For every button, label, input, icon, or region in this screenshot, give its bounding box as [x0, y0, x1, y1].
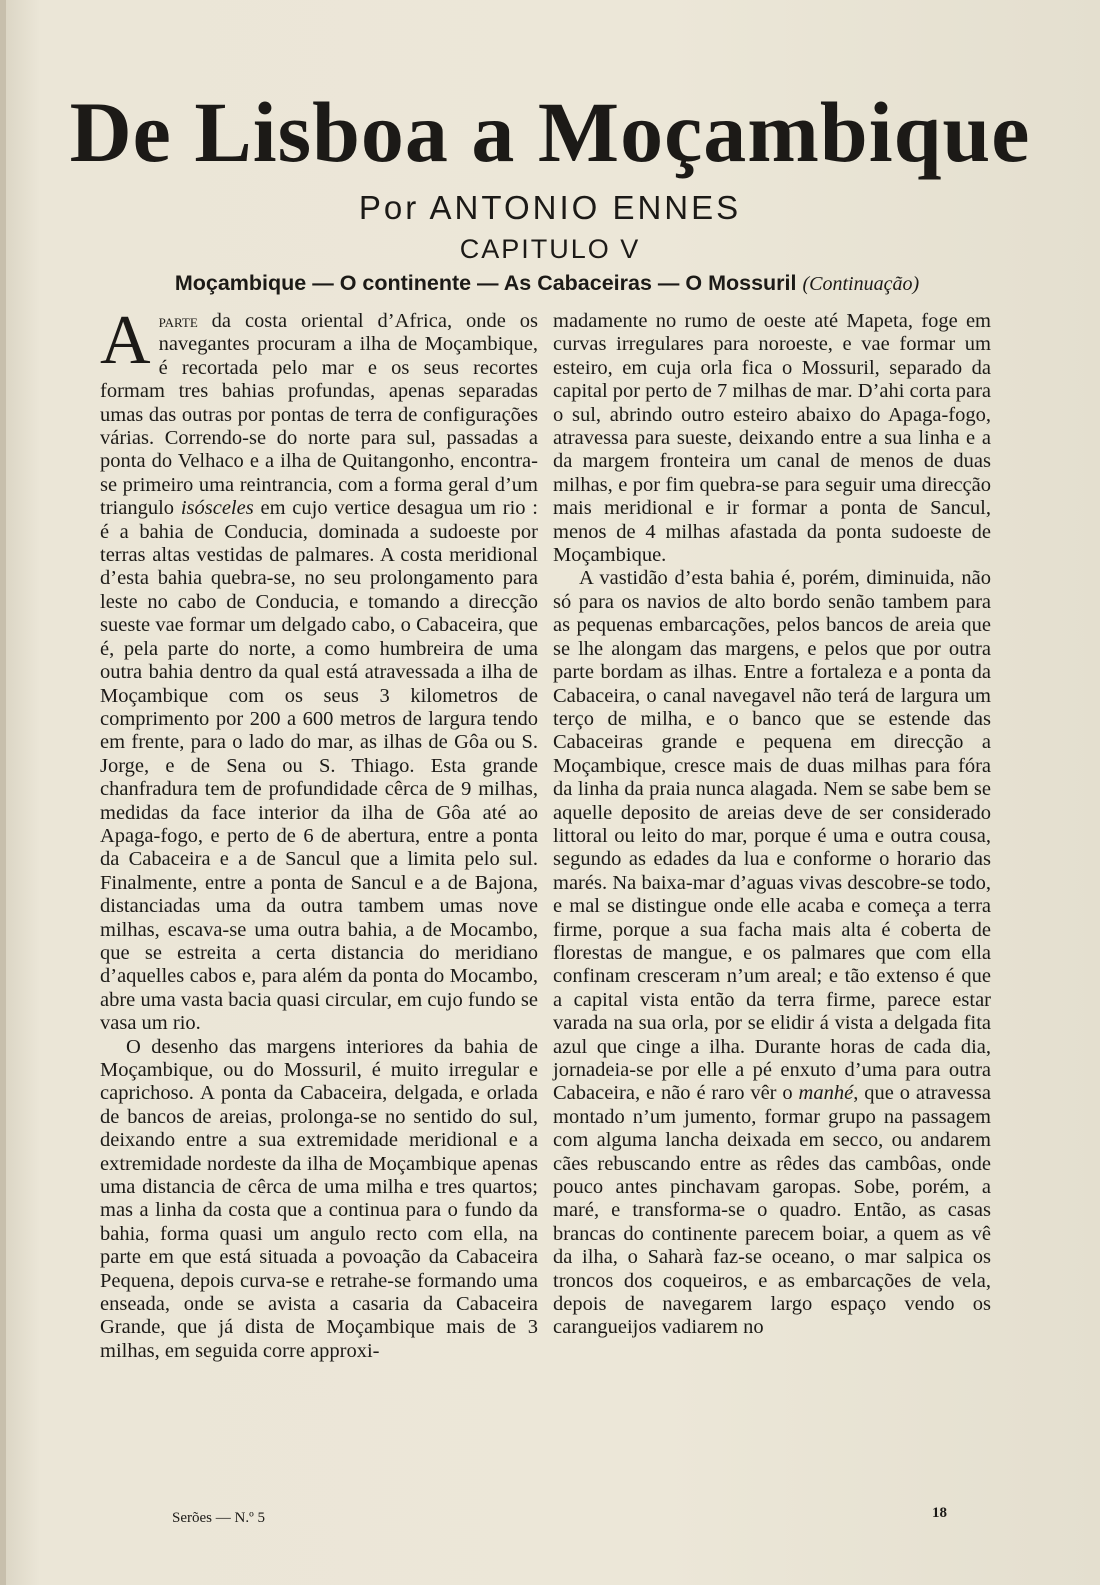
- first-word: parte: [158, 311, 198, 332]
- article-title: De Lisboa a Moçambique: [69, 84, 1031, 180]
- paragraph-text: , que o atravessa montado n’um jumento, formar grupo na passagem com alguma lancha deixada em secco, ou andarem cães rebuscando entre as rêdes das cambôas, onde pouco antes pinchavam garopas. Sobe, porém, a maré, e transforma-se o quadro. Então, as casas brancas do continente parecem boiar, a quem as vê da ilha, o Saharà faz-se oceano, o mar salpica os troncos dos coqueiros, e as embarcações de vela, depois de navegarem largo espaço vendo os carangueijos vadiarem no: [553, 1082, 991, 1339]
- paragraph-text: A vastidão d’esta bahia é, porém, diminuida, não só para os navios de alto bordo senão tambem para as pequenas embarcações, pelos bancos de areia que se lhe alongam das margens, e pelos que por outra parte bordam as ilhas. Entre a fortaleza e a ponta da Cabaceira, o canal navegavel não terá de largura um terço de milha, e o banco que se estende das Cabaceiras grande e pequena em direcção a Moçambique, cresce mais de duas milhas para fóra da linha da praia nunca alagada. Nem se sabe bem se aquelle deposito de areias deve de ser considerado littoral ou leito do mar, porque é uma e outra cousa, segundo as edades da lua e conforme o horario das marés. Na baixa-mar d’aguas vivas descobre-se todo, e mal se distingue onde elle acaba e começa a terra firme, porque a sua facha mais alta é coberta de florestas de mangue, e os palmares que com ella confinam cresceram n’um areal; e tão extenso é que a capital vista então da terra firme, parece estar varada na sua orla, por se elidir á vista a delgada fita azul que cinge a ilha. Durante horas de cada dia, jornadeia-se por elle a pé enxuto d’uma para outra Cabaceira, e não é raro vêr o: [553, 567, 991, 1105]
- author-name: ANTONIO ENNES: [429, 189, 742, 226]
- paragraph: O desenho das margens interiores da bahia de Moçambique, ou do Mossuril, é muito irregular e caprichoso. A ponta da Cabaceira, delgada, e orlada de bancos de areias, prolonga-se no sentido do sul, deixando entre a sua extremidade meridional e a extremidade nordeste da ilha de Moçambique apenas uma distancia de cêrca de uma milha e tres quartos; mas a linha da costa que a continua para o fundo da bahia, forma quasi um angulo recto com ella, na parte em que está situada a povoação da Cabaceira Pequena, depois curva-se e retrahe-se formando uma enseada, onde se avista a casaria da Cabaceira Grande, que já dista de Moçambique mais de 3 milhas, em seguida corre approxi-: [100, 1035, 538, 1362]
- footer-issue: Serões — N.º 5: [172, 1510, 265, 1526]
- chapter-subtitle: [112, 268, 982, 299]
- paragraph-text: da costa oriental d’Africa, onde os navegantes procuram a ilha de Moçambique, é recortada pelo mar e os seus recortes formam tres bahias profundas, apenas separadas umas das outras por pontas de terra de configurações várias. Correndo-se do norte para sul, passadas a ponta do Velhaco e a ilha de Quitangonho, encontra-se primeiro uma reintrancia, com a forma geral d’um triangulo: [100, 310, 538, 520]
- paragraph: [553, 567, 991, 1339]
- italic-term: manhé: [798, 1082, 854, 1105]
- right-column: [553, 310, 991, 1340]
- left-column: [100, 302, 539, 1363]
- continuation-note: (Continuação): [802, 273, 920, 295]
- author-line: [0, 188, 1100, 228]
- subtitle-text: Moçambique — O continente — As Cabaceiras — O Mossuril: [174, 271, 797, 295]
- paragraph: [100, 302, 539, 1036]
- drop-cap: A: [100, 302, 151, 379]
- chapter-heading: CAPITULO V: [459, 234, 641, 264]
- footer-page-number: 18: [932, 1505, 947, 1521]
- paragraph-text: em cujo vertice desagua um rio : é a bahia de Conducia, dominada a sudoeste por terras altas vestidas de palmares. A costa meridional d’esta bahia quebra-se, no seu prolongamento para leste no cabo de Conducia, e tomando a direcção sueste vae formar um delgado cabo, o Cabaceira, que é, pela parte do norte, a como humbreira de uma outra bahia dentro da qual está atravessada a ilha de Moçambique com os seus 3 kilometros de comprimento por 200 a 600 metros de largura tendo em frente, para o lado do mar, as ilhas de Gôa ou S. Jorge, e de Sena ou S. Thiago. Esta grande chanfradura tem de profundidade cêrca de 9 milhas, medidas da face interior da ilha de Gôa até ao Apaga-fogo, e perto de 6 de abertura, entre a ponta da Cabaceira e a de Sancul que a limita pelo sul. Finalmente, entre a ponta de Sancul e a de Bajona, distanciadas uma da outra tambem umas nove milhas, escava-se uma outra bahia, a de Mocambo, que se estreita a certa distancia do meridiano d’aquelles cabos e, para além da ponta do Mocambo, abre uma vasta bacia quasi circular, em cujo fundo se vasa um rio.: [100, 497, 539, 1035]
- author-prefix: Por: [358, 189, 420, 226]
- italic-term: isósceles: [180, 497, 254, 520]
- paragraph: madamente no rumo de oeste até Mapeta, foge em curvas irregulares para noroeste, e vae formar um esteiro, em cuja orla fica o Mossuril, separado da capital por perto de 7 milhas de mar. D’ahi corta para o sul, abrindo outro esteiro abaixo do Apaga-fogo, atravessa para sueste, deixando entre a sua linha e a da margem fronteira um canal de menos de duas milhas, e por fim quebra-se para seguir uma direcção mais meridional e ir formar a ponta de Sancul, menos de 4 milhas afastada da ponta sudoeste de Moçambique.: [553, 310, 991, 567]
